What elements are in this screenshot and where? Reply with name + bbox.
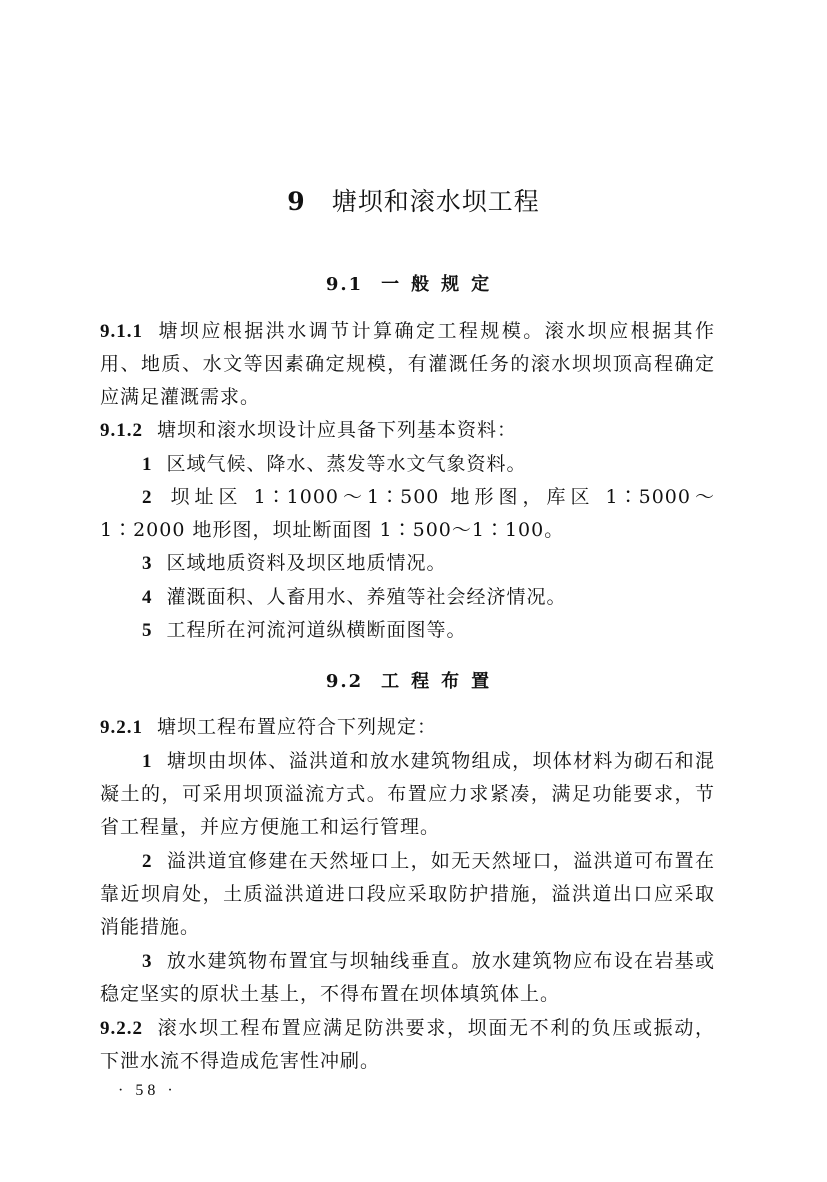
section-number: 9.2	[325, 671, 364, 692]
item-text: 溢洪道宜修建在天然垭口上，如无天然垭口，溢洪道可布置在靠近坝肩处，土质溢洪道进口段应采取防护措施，溢洪道出口应采取消能措施。	[100, 850, 715, 938]
page-number: · 58 ·	[118, 1082, 177, 1099]
clause-number: 9.2.2	[100, 1018, 143, 1039]
item-text: 放水建筑物布置宜与坝轴线垂直。放水建筑物应布设在岩基或稳定坚实的原状土基上，不得布置在坝体填筑体上。	[100, 950, 715, 1005]
section-number: 9.1	[325, 274, 364, 295]
item-text: 坝址区 1∶1000～1∶500 地形图，库区 1∶5000～1∶2000 地形图，坝址断面图 1∶500～1∶100。	[100, 486, 715, 541]
clause-9-2-1	[100, 711, 715, 744]
list-item-9-1-2-1	[100, 448, 715, 481]
item-text: 区域气候、降水、蒸发等水文气象资料。	[166, 453, 527, 475]
list-item-9-2-1-1	[100, 745, 715, 844]
list-item-9-2-1-3	[100, 945, 715, 1011]
item-text: 灌溉面积、人畜用水、养殖等社会经济情况。	[166, 586, 567, 608]
clause-9-1-2	[100, 414, 715, 447]
clause-9-1-1	[100, 315, 715, 414]
section-title-9-1	[0, 270, 827, 296]
item-number: 2	[142, 487, 153, 508]
item-number: 5	[142, 620, 153, 641]
list-item-9-1-2-2	[100, 481, 715, 547]
item-number: 3	[142, 951, 153, 972]
clause-text: 塘坝工程布置应符合下列规定：	[157, 716, 438, 738]
item-text: 塘坝由坝体、溢洪道和放水建筑物组成，坝体材料为砌石和混凝土的，可采用坝顶溢流方式。布置应力求紧凑，满足功能要求，节省工程量，并应方便施工和运行管理。	[100, 750, 715, 838]
list-item-9-1-2-4	[100, 581, 715, 614]
item-number: 4	[142, 587, 153, 608]
chapter-title-text: 塘坝和滚水坝工程	[331, 187, 540, 216]
item-text: 工程所在河流河道纵横断面图等。	[166, 619, 467, 641]
item-number: 2	[142, 851, 153, 872]
clause-9-2-2	[100, 1012, 715, 1078]
clause-number: 9.1.1	[100, 321, 143, 342]
item-number: 3	[142, 553, 153, 574]
clause-number: 9.1.2	[100, 420, 143, 441]
chapter-number: 9	[287, 187, 306, 216]
section-title-text: 工程布置	[381, 671, 502, 692]
item-text: 区域地质资料及坝区地质情况。	[166, 552, 447, 574]
clause-text: 滚水坝工程布置应满足防洪要求，坝面无不利的负压或振动，下泄水流不得造成危害性冲刷。	[100, 1017, 715, 1072]
item-number: 1	[142, 454, 153, 475]
section-title-text: 一般规定	[381, 274, 502, 295]
list-item-9-2-1-2	[100, 845, 715, 944]
item-number: 1	[142, 751, 153, 772]
list-item-9-1-2-3	[100, 547, 715, 580]
list-item-9-1-2-5	[100, 614, 715, 647]
section-title-9-2	[0, 667, 827, 693]
chapter-title	[0, 182, 827, 218]
clause-text: 塘坝应根据洪水调节计算确定工程规模。滚水坝应根据其作用、地质、水文等因素确定规模，有灌溉任务的滚水坝坝顶高程确定应满足灌溉需求。	[100, 320, 715, 408]
clause-text: 塘坝和滚水坝设计应具备下列基本资料：	[157, 419, 518, 441]
clause-number: 9.2.1	[100, 717, 143, 738]
